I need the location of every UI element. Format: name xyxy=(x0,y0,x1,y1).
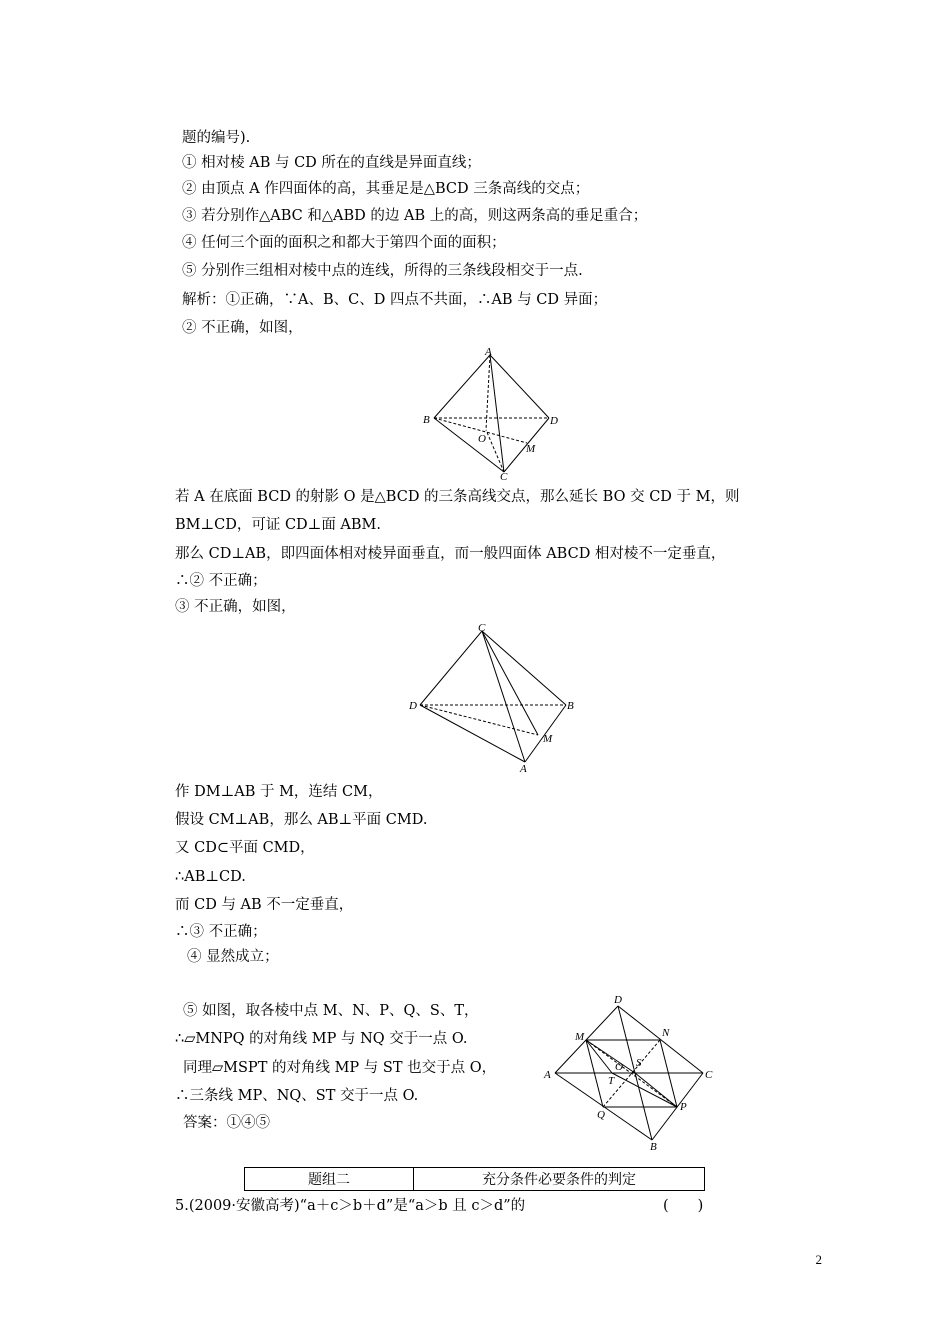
text-line: 假设 CM⊥AB，那么 AB⊥平面 CMD. xyxy=(175,812,428,828)
vertex-label-a: A xyxy=(544,1069,551,1081)
answer-line: 答案：①④⑤ xyxy=(183,1115,270,1131)
vertex-label-c: C xyxy=(500,471,508,483)
vertex-label-a: A xyxy=(485,346,492,358)
tetrahedron-figure-2 xyxy=(405,618,585,778)
point-label-s: S xyxy=(636,1057,642,1069)
vertex-label-c: C xyxy=(478,622,486,634)
point-label-t: T xyxy=(608,1075,615,1087)
text-line: 作 DM⊥AB 于 M，连结 CM， xyxy=(175,784,383,800)
point-label-p: P xyxy=(680,1101,687,1113)
text-line: ⑤ 如图，取各棱中点 M、N、P、Q、S、T， xyxy=(183,1003,479,1019)
question-group-table xyxy=(244,1167,705,1191)
vertex-label-d: D xyxy=(614,994,622,1006)
statement-1: ① 相对棱 AB 与 CD 所在的直线是异面直线； xyxy=(182,155,481,171)
statement-3: ③ 若分别作△ABC 和△ABD 的边 AB 上的高，则这两条高的垂足重合； xyxy=(182,208,648,224)
text-line: ∴③ 不正确； xyxy=(175,924,267,940)
group-topic-cell: 充分条件必要条件的判定 xyxy=(414,1168,705,1191)
point-label-o: O xyxy=(615,1061,623,1073)
text-line: ③ 不正确，如图， xyxy=(175,599,296,615)
text-line: 同理▱MSPT 的对角线 MP 与 ST 也交于点 O， xyxy=(183,1060,497,1076)
text-line: 而 CD 与 AB 不一定垂直， xyxy=(175,897,354,913)
answer-parentheses: ( ) xyxy=(663,1198,704,1214)
page-number: 2 xyxy=(815,1252,822,1267)
vertex-label-b: B xyxy=(567,700,574,712)
analysis-heading: 解析：①正确，∵A、B、C、D 四点不共面，∴AB 与 CD 异面； xyxy=(182,292,608,308)
vertex-label-c: C xyxy=(705,1069,713,1081)
point-label-m: M xyxy=(526,443,536,455)
text-line: 若 A 在底面 BCD 的射影 O 是△BCD 的三条高线交点，那么延长 BO 交 CD 于 M，则 xyxy=(175,489,740,505)
statement-4: ④ 任何三个面的面积之和都大于第四个面的面积； xyxy=(182,235,506,251)
vertex-label-d: D xyxy=(409,700,417,712)
vertex-label-d: D xyxy=(550,415,558,427)
text-line: ∴三条线 MP、NQ、ST 交于一点 O. xyxy=(175,1088,419,1104)
text-line: ② 不正确，如图， xyxy=(182,320,303,336)
vertex-label-a: A xyxy=(520,763,527,775)
midpoint-figure xyxy=(540,990,720,1150)
question-5: 5.(2009·安徽高考)“a＋c＞b＋d”是“a＞b 且 c＞d”的 xyxy=(175,1198,526,1214)
tetrahedron-figure-1 xyxy=(418,343,568,483)
text-line: ④ 显然成立； xyxy=(187,949,279,965)
group-label-cell: 题组二 xyxy=(245,1168,414,1191)
point-label-m: M xyxy=(543,733,553,745)
text-line: ∴▱MNPQ 的对角线 MP 与 NQ 交于一点 O. xyxy=(175,1031,468,1047)
text-line: 又 CD⊂平面 CMD， xyxy=(175,840,315,856)
vertex-label-b: B xyxy=(423,414,430,426)
text-line: BM⊥CD，可证 CD⊥面 ABM. xyxy=(175,517,382,533)
text-line: ∴AB⊥CD. xyxy=(175,869,246,885)
point-label-o: O xyxy=(478,433,486,445)
vertex-label-b: B xyxy=(650,1141,657,1150)
point-label-n: N xyxy=(662,1027,670,1039)
point-label-q: Q xyxy=(597,1109,605,1121)
point-label-m: M xyxy=(575,1031,585,1043)
statement-2: ② 由顶点 A 作四面体的高，其垂足是△BCD 三条高线的交点； xyxy=(182,181,590,197)
text-line: 那么 CD⊥AB，即四面体相对棱异面垂直，而一般四面体 ABCD 相对棱不一定垂直， xyxy=(175,546,726,562)
statement-5: ⑤ 分别作三组相对棱中点的连线，所得的三条线段相交于一点. xyxy=(182,263,583,279)
text-line: 题的编号). xyxy=(182,130,251,146)
text-line: ∴② 不正确； xyxy=(175,573,267,589)
